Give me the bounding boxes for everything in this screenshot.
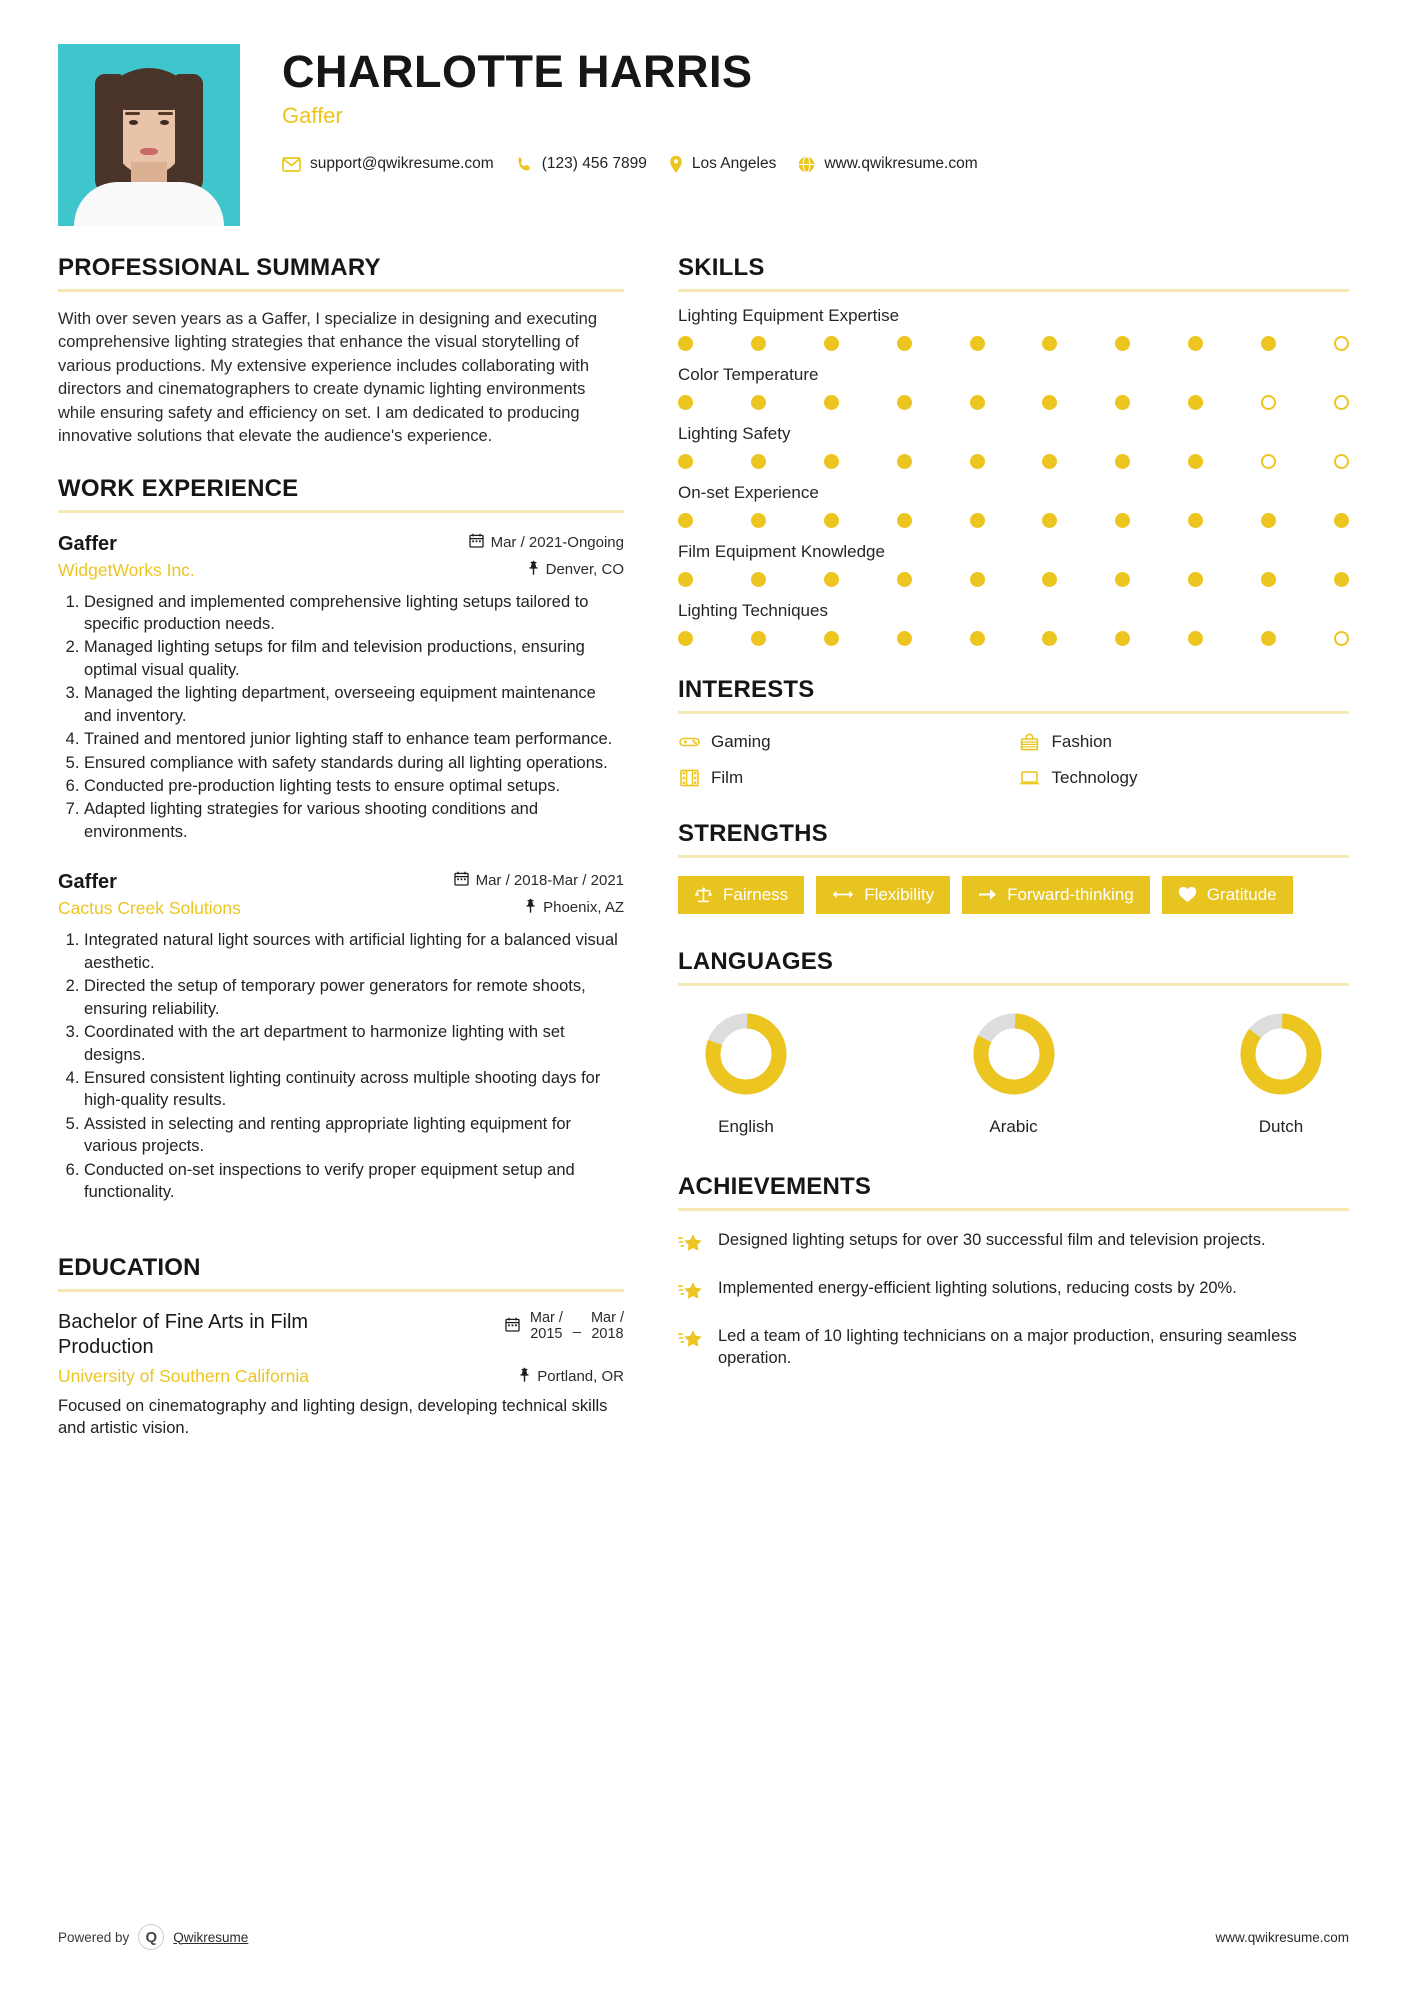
language-item — [954, 1008, 1074, 1137]
job-dates — [454, 871, 624, 890]
job-bullet: 3. Managed the lighting department, overseeing equipment maintenance and inventory. — [84, 682, 624, 727]
skill-label: Color Temperature — [678, 365, 819, 384]
interest-label: Fashion — [1051, 732, 1112, 751]
page-title: CHARLOTTE HARRIS — [282, 46, 753, 97]
job-location — [525, 898, 624, 917]
skill-dot — [1334, 454, 1349, 469]
skill-dot — [970, 395, 985, 410]
job-bullet: 4. Trained and mentored junior lighting staff to enhance team performance. — [84, 728, 624, 750]
skill-dot — [751, 336, 766, 351]
skill-rating — [678, 454, 1349, 469]
section-title: EDUCATION — [58, 1253, 201, 1281]
phone-icon — [516, 156, 533, 173]
language-item — [1221, 1008, 1341, 1137]
skill-dot — [824, 631, 839, 646]
education-dates — [505, 1310, 624, 1343]
education-date-end-month: Mar / — [590, 1309, 624, 1326]
skill-dot — [897, 336, 912, 351]
skill-dot — [678, 336, 693, 351]
skill-dot — [1334, 395, 1349, 410]
strength-chip-fairness — [678, 876, 804, 914]
skill-dot — [751, 572, 766, 587]
skill-item — [678, 483, 1349, 528]
skill-dot — [1042, 513, 1057, 528]
achievement-text: Implemented energy-efficient lighting solutions, reducing costs by 20%. — [718, 1278, 1237, 1297]
interest-item — [1019, 768, 1350, 788]
skill-dot — [1261, 454, 1276, 469]
skill-dot — [1115, 336, 1130, 351]
skill-dot — [1042, 454, 1057, 469]
skill-dot — [751, 513, 766, 528]
job-dates-label: Mar / 2018-Mar / 2021 — [475, 872, 624, 890]
skill-dot — [897, 454, 912, 469]
skill-dot — [1188, 454, 1203, 469]
education-date-start-year: 2015 — [530, 1326, 563, 1343]
resume-header — [58, 44, 1349, 226]
contact-phone[interactable] — [516, 155, 647, 173]
footer-branding — [58, 1924, 248, 1950]
job-company: WidgetWorks Inc. — [58, 559, 195, 580]
skill-dot — [678, 572, 693, 587]
contact-phone-label: (123) 456 7899 — [541, 155, 647, 173]
strength-chip-flexibility — [816, 876, 950, 914]
language-label: Arabic — [989, 1116, 1038, 1136]
skill-dot — [897, 631, 912, 646]
skill-dot — [1334, 572, 1349, 587]
language-donut — [1221, 1008, 1341, 1105]
skill-dot — [1261, 336, 1276, 351]
skill-dot — [824, 336, 839, 351]
donut-chart — [700, 1008, 792, 1100]
skill-dot — [1042, 572, 1057, 587]
section-title: LANGUAGES — [678, 947, 834, 975]
interest-item — [1019, 732, 1350, 752]
section-divider — [678, 711, 1349, 714]
skill-dot — [1261, 572, 1276, 587]
summary-text: With over seven years as a Gaffer, I specialize in designing and executing comprehensive lighting strategies that enhance the visual storytelling of various productions. My extensive experience includes collaborating with directors and cinematographers to create dynamic lighting environments while ensuring safety and efficiency on set. I am dedicated to producing innovative solutions that elevate the audience's experience. — [58, 310, 597, 446]
skill-dot — [1115, 513, 1130, 528]
education-school: University of Southern California — [58, 1365, 309, 1386]
education-date-start-month: Mar / — [529, 1309, 563, 1326]
skill-dot — [1042, 631, 1057, 646]
interest-item — [678, 732, 1009, 752]
interest-item — [678, 768, 1009, 788]
education-degree: Bachelor of Fine Arts in Film Production — [58, 1310, 309, 1358]
section-title: STRENGTHS — [678, 820, 828, 847]
star-icon — [678, 1325, 704, 1355]
arrows-horizontal-icon — [832, 888, 854, 901]
skill-dot — [970, 572, 985, 587]
avatar — [58, 44, 240, 226]
job-bullet: 4. Ensured consistent lighting continuity across multiple shooting days for high-quality results. — [84, 1067, 624, 1112]
education-date-start — [530, 1310, 563, 1343]
bag-icon — [1019, 733, 1041, 751]
job-role-subtitle: Gaffer — [282, 103, 343, 129]
skill-dot — [897, 395, 912, 410]
skill-item — [678, 365, 1349, 410]
section-professional-summary — [58, 254, 624, 449]
film-strip-icon — [678, 769, 700, 787]
job-title: Gaffer — [58, 532, 117, 555]
contact-row — [282, 155, 1349, 173]
calendar-icon — [505, 1317, 520, 1336]
section-skills — [678, 254, 1349, 646]
globe-icon — [798, 156, 815, 173]
section-strengths — [678, 820, 1349, 914]
job-bullet: 6. Conducted pre-production lighting tests to ensure optimal setups. — [84, 775, 624, 797]
skill-dot — [824, 513, 839, 528]
skill-rating — [678, 631, 1349, 646]
strength-label: Gratitude — [1206, 885, 1277, 904]
skill-item — [678, 306, 1349, 351]
skill-dot — [1334, 336, 1349, 351]
job-bullet: 1. Designed and implemented comprehensive lighting setups tailored to specific production needs. — [84, 591, 624, 636]
work-entry — [58, 871, 624, 1203]
section-title: WORK EXPERIENCE — [58, 474, 299, 502]
job-bullet: 2. Directed the setup of temporary power generators for remote shoots, ensuring reliability. — [84, 975, 624, 1020]
job-dates — [469, 533, 624, 552]
language-label: Dutch — [1258, 1116, 1304, 1136]
skill-dot — [1261, 513, 1276, 528]
language-donut — [954, 1008, 1074, 1105]
heart-icon — [1178, 886, 1197, 903]
education-location-label: Portland, OR — [537, 1367, 624, 1385]
skill-dot — [1188, 513, 1203, 528]
skill-dot — [751, 631, 766, 646]
section-title: INTERESTS — [678, 676, 815, 703]
section-title: ACHIEVEMENTS — [678, 1172, 872, 1200]
strength-label: Forward-thinking — [1007, 885, 1134, 904]
skill-rating — [678, 513, 1349, 528]
footer-brand-link[interactable]: Qwikresume — [173, 1929, 249, 1945]
skill-dot — [1334, 631, 1349, 646]
left-column — [58, 254, 656, 1446]
section-divider — [58, 1289, 624, 1292]
donut-chart — [968, 1008, 1060, 1100]
skill-dot — [1261, 395, 1276, 410]
section-divider — [58, 289, 624, 292]
interest-label: Gaming — [711, 732, 771, 751]
pin-icon — [528, 560, 539, 579]
skill-rating — [678, 395, 1349, 410]
strength-label: Fairness — [723, 885, 789, 904]
skill-dot — [678, 513, 693, 528]
skill-dot — [1188, 336, 1203, 351]
skill-dot — [1115, 572, 1130, 587]
education-date-end — [591, 1310, 624, 1343]
skill-item — [678, 601, 1349, 646]
section-title: PROFESSIONAL SUMMARY — [58, 254, 381, 281]
contact-location — [669, 155, 776, 173]
section-divider — [678, 983, 1349, 986]
section-languages — [678, 948, 1349, 1137]
achievement-item — [678, 1325, 1349, 1370]
achievement-text: Designed lighting setups for over 30 successful film and television projects. — [718, 1230, 1266, 1249]
skill-label: Film Equipment Knowledge — [678, 542, 885, 561]
job-bullet: 7. Adapted lighting strategies for various shooting conditions and environments. — [84, 798, 624, 843]
contact-email-label: support@qwikresume.com — [310, 155, 494, 173]
job-company: Cactus Creek Solutions — [58, 898, 241, 919]
skill-dot — [970, 454, 985, 469]
strength-label: Flexibility — [864, 885, 935, 904]
skill-label: Lighting Equipment Expertise — [678, 306, 900, 325]
job-bullet-list — [58, 591, 624, 844]
job-location-label: Denver, CO — [545, 560, 624, 578]
job-title: Gaffer — [58, 871, 117, 894]
section-education — [58, 1254, 624, 1441]
skill-item — [678, 424, 1349, 469]
skill-dot — [897, 513, 912, 528]
job-bullet: 5. Assisted in selecting and renting appropriate lighting equipment for various projects. — [84, 1113, 624, 1158]
education-date-end-year: 2018 — [591, 1326, 624, 1343]
calendar-icon — [454, 871, 469, 890]
section-title: SKILLS — [678, 254, 765, 281]
skill-dot — [751, 395, 766, 410]
laptop-icon — [1019, 770, 1041, 786]
skill-dot — [970, 513, 985, 528]
skill-dot — [1115, 395, 1130, 410]
skill-label: Lighting Safety — [678, 424, 791, 443]
skill-dot — [1042, 395, 1057, 410]
skill-item — [678, 542, 1349, 587]
donut-chart — [1235, 1008, 1327, 1100]
skill-dot — [1188, 395, 1203, 410]
job-bullet: 3. Coordinated with the art department to harmonize lighting with set designs. — [84, 1021, 624, 1066]
skill-dot — [1334, 513, 1349, 528]
section-divider — [58, 510, 624, 513]
skill-dot — [678, 631, 693, 646]
skill-dot — [970, 336, 985, 351]
scales-icon — [694, 886, 713, 903]
skill-dot — [1115, 454, 1130, 469]
strength-chip-gratitude — [1162, 876, 1293, 914]
contact-email[interactable] — [282, 155, 494, 173]
right-column — [656, 254, 1349, 1446]
skill-dot — [678, 454, 693, 469]
skill-dot — [897, 572, 912, 587]
skill-dot — [824, 572, 839, 587]
page-footer — [58, 1924, 1349, 1950]
section-work-experience — [58, 475, 624, 1204]
achievement-item — [678, 1277, 1349, 1307]
job-bullet-list — [58, 929, 624, 1203]
strength-chip-forward-thinking — [962, 876, 1150, 914]
job-bullet: 5. Ensured compliance with safety standards during all lighting operations. — [84, 752, 624, 774]
skill-rating — [678, 336, 1349, 351]
language-label: English — [718, 1116, 774, 1136]
job-location — [528, 560, 624, 579]
qwikresume-logo-icon — [138, 1924, 164, 1950]
job-bullet: 6. Conducted on-set inspections to verify proper equipment setup and functionality. — [84, 1159, 624, 1204]
skill-dot — [1261, 631, 1276, 646]
contact-website-label: www.qwikresume.com — [824, 155, 978, 173]
job-bullet: 2. Managed lighting setups for film and television productions, ensuring optimal visual quality. — [84, 636, 624, 681]
gamepad-icon — [678, 735, 700, 749]
skill-rating — [678, 572, 1349, 587]
skill-dot — [824, 395, 839, 410]
interest-label: Film — [711, 768, 744, 787]
star-icon — [678, 1277, 704, 1307]
location-pin-icon — [669, 155, 683, 173]
section-achievements — [678, 1173, 1349, 1370]
pin-icon — [525, 898, 536, 917]
skill-dot — [970, 631, 985, 646]
section-divider — [678, 289, 1349, 292]
section-interests — [678, 676, 1349, 788]
education-description: Focused on cinematography and lighting design, developing technical skills and artistic vision. — [58, 1396, 608, 1438]
envelope-icon — [282, 157, 301, 172]
skill-dot — [678, 395, 693, 410]
achievement-item — [678, 1229, 1349, 1259]
footer-website: www.qwikresume.com — [1215, 1929, 1349, 1945]
job-dates-label: Mar / 2021-Ongoing — [490, 533, 624, 551]
contact-website[interactable] — [798, 155, 977, 173]
section-divider — [678, 1208, 1349, 1211]
language-item — [686, 1008, 806, 1137]
skill-dot — [824, 454, 839, 469]
education-entry — [58, 1310, 624, 1360]
language-donut — [686, 1008, 806, 1105]
skill-label: On-set Experience — [678, 483, 819, 502]
skill-dot — [1188, 631, 1203, 646]
skill-dot — [1188, 572, 1203, 587]
arrow-right-icon — [978, 887, 997, 902]
job-location-label: Phoenix, AZ — [543, 899, 624, 917]
skill-dot — [1042, 336, 1057, 351]
achievement-text: Led a team of 10 lighting technicians on a major production, ensuring seamless operation. — [718, 1326, 1297, 1367]
skill-dot — [1115, 631, 1130, 646]
education-date-separator: _ — [572, 1318, 581, 1335]
interest-label: Technology — [1051, 768, 1138, 787]
star-icon — [678, 1229, 704, 1259]
calendar-icon — [469, 533, 484, 552]
pin-icon — [519, 1367, 530, 1386]
footer-powered-by-label: Powered by — [58, 1929, 130, 1945]
contact-location-label: Los Angeles — [691, 155, 777, 173]
job-bullet: 1. Integrated natural light sources with artificial lighting for a balanced visual aesthetic. — [84, 929, 624, 974]
work-entry — [58, 533, 624, 844]
education-location — [519, 1367, 624, 1386]
logo-initial: Q — [145, 1928, 158, 1946]
section-divider — [678, 855, 1349, 858]
skill-dot — [751, 454, 766, 469]
skill-label: Lighting Techniques — [678, 601, 828, 620]
